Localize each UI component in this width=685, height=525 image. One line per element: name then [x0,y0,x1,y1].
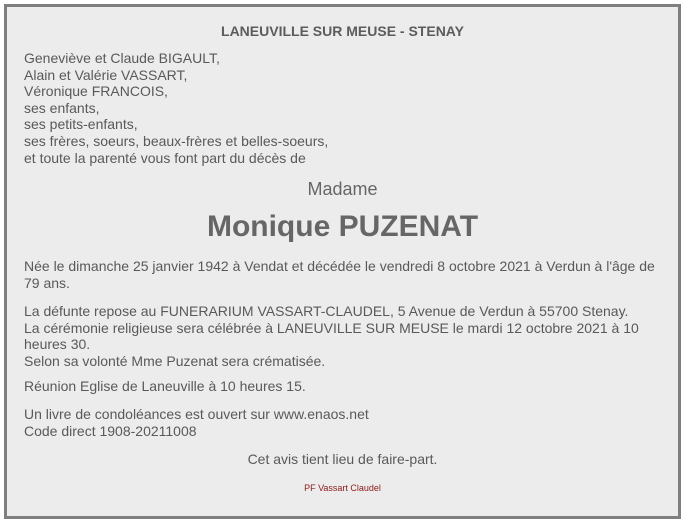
cremation-text: Selon sa volonté Mme Puzenat sera crématisée. [24,352,326,369]
arrangements-block [24,303,664,369]
family-line: Geneviève et Claude BIGAULT, [24,50,220,66]
birth-death-text: Née le dimanche 25 janvier 1942 à Vendat et décédée le vendredi 8 octobre 2021 à Verdun à l'âge de 79 ans. [24,258,655,291]
condolences-text: Un livre de condoléances est ouvert sur www.enaos.net [24,406,369,422]
location-heading: LANEUVILLE SUR MEUSE - STENAY [221,23,464,39]
deceased-name: Monique PUZENAT [206,210,479,243]
meeting-text: Réunion Eglise de Laneuville à 10 heures 15. [24,378,306,394]
family-line: ses enfants, [24,99,100,116]
family-line: ses frères, soeurs, beaux-frères et belles-soeurs, [24,132,329,149]
ceremony-text: La cérémonie religieuse sera célébrée à LANEUVILLE SUR MEUSE le mardi 12 octobre 2021 à 10 heures 30. [24,319,639,353]
family-line: Alain et Valérie VASSART, [24,66,188,83]
condolences-block [24,406,664,439]
funeral-home-signature: PF Vassart Claudel [304,483,381,493]
family-list [24,50,328,166]
family-line: ses petits-enfants, [24,116,138,133]
funeral-home-text: La défunte repose au FUNERARIUM VASSART-CLAUDEL, 5 Avenue de Verdun à 55700 Stenay. [24,303,629,319]
deceased-title: Madame [307,179,378,199]
obituary-notice [4,4,681,519]
family-line: et toute la parenté vous font part du décès de [24,149,306,166]
direct-code-text: Code direct 1908-20211008 [24,422,197,439]
family-line: Véronique FRANCOIS, [24,83,168,100]
closing-text: Cet avis tient lieu de faire-part. [247,451,438,467]
